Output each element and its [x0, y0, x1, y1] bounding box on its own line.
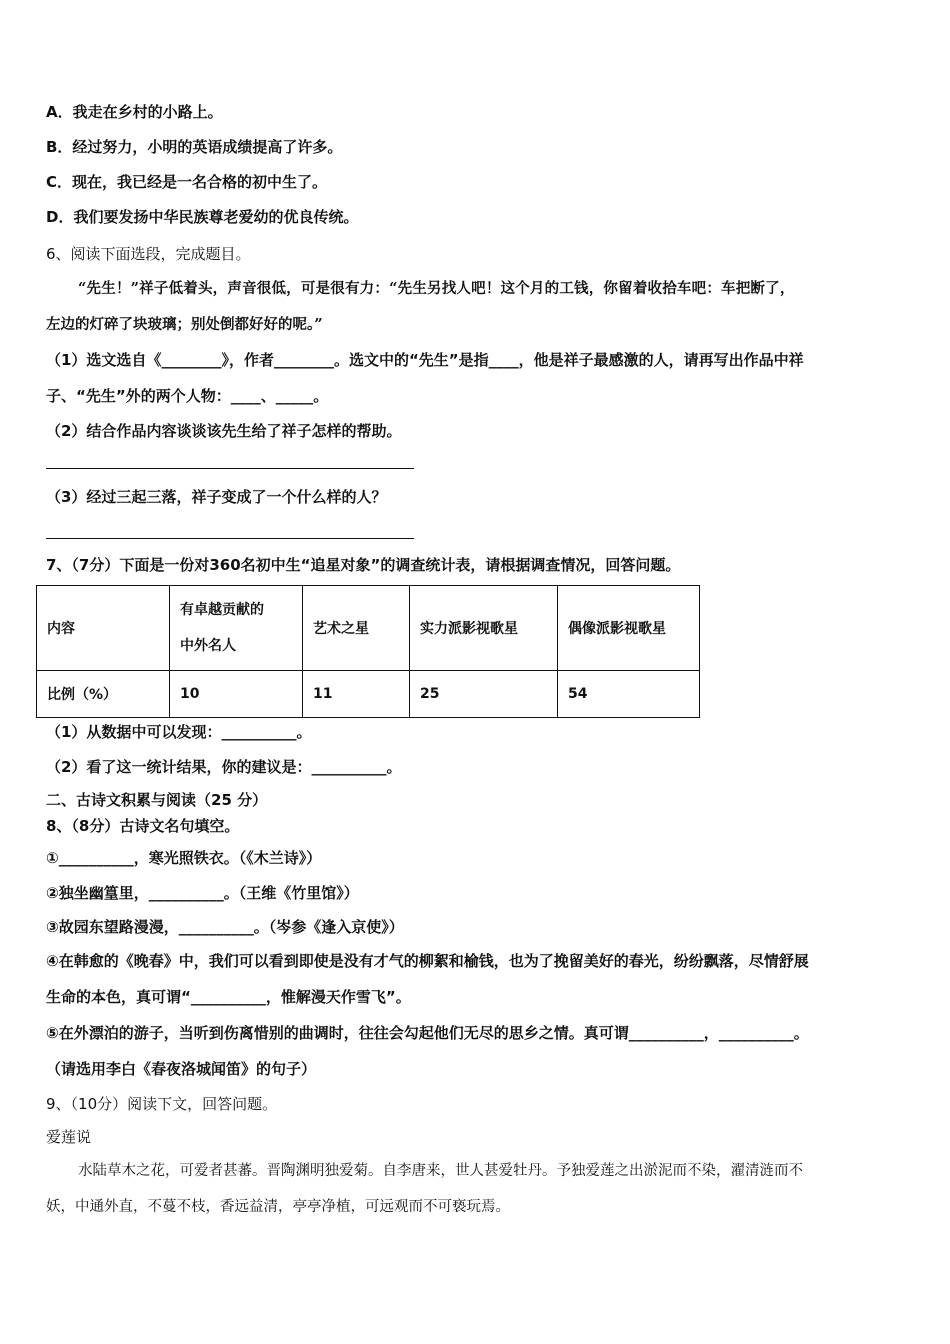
table-cell: 54: [558, 671, 700, 718]
option-b: B．经过努力，小明的英语成绩提高了许多。: [46, 138, 343, 156]
option-c: C．现在，我已经是一名合格的初中生了。: [46, 173, 328, 191]
option-a: A．我走在乡村的小路上。: [46, 103, 223, 121]
table-header-cell-line: 中外名人: [180, 638, 236, 654]
question-8-title: 8、（8分）古诗文名句填空。: [46, 817, 240, 835]
table-header-cell-line: 有卓越贡献的: [180, 602, 264, 618]
question-8-item-5-line-2: （请选用李白《春夜洛城闻笛》的句子）: [46, 1060, 317, 1078]
question-6-passage-line-2: 左边的灯碎了块玻璃；别处倒都好好的呢。”: [46, 316, 323, 333]
question-6-sub-3: （3）经过三起三落，祥子变成了一个什么样的人？: [46, 488, 387, 506]
answer-line-2: [46, 538, 414, 539]
question-8-item-2: ②独坐幽篁里，__________。（王维《竹里馆》）: [46, 884, 359, 902]
question-6-passage-line-1: “先生！”祥子低着头，声音很低，可是很有力：“先生另找人吧！这个月的工钱，你留着收拾车吧：车把断了，: [78, 280, 795, 297]
table-header-cell: [170, 586, 303, 671]
table-cell: 10: [170, 671, 303, 718]
table-header-cell: 偶像派影视歌星: [558, 586, 700, 671]
table-header-row: [37, 586, 700, 671]
question-8-item-4-line-2: 生命的本色，真可谓“__________，惟解漫天作雪飞”。: [46, 988, 411, 1006]
question-7-sub-2: （2）看了这一统计结果，你的建议是：__________。: [46, 758, 402, 776]
table-row-label: 比例（%）: [37, 671, 170, 718]
question-8-item-4-line-1: ④在韩愈的《晚春》中，我们可以看到即使是没有才气的柳絮和榆钱，也为了挽留美好的春光，纷纷飘落，尽情舒展: [46, 952, 809, 970]
table-header-cell: 艺术之星: [303, 586, 410, 671]
question-6-sub-2: （2）结合作品内容谈谈该先生给了祥子怎样的帮助。: [46, 422, 402, 440]
question-8-item-5-line-1: ⑤在外漂泊的游子，当听到伤离惜别的曲调时，往往会勾起他们无尽的思乡之情。真可谓__________，__________。: [46, 1024, 809, 1042]
table-cell: 25: [410, 671, 558, 718]
table-row: [37, 671, 700, 718]
question-6-sub-1-line-1: （1）选文选自《________》，作者________。选文中的“先生”是指____，他是祥子最感激的人，请再写出作品中祥: [46, 351, 804, 369]
survey-table: [36, 585, 700, 718]
table-header-cell: 内容: [37, 586, 170, 671]
question-8-item-1: ①__________，寒光照铁衣。（《木兰诗》）: [46, 849, 322, 867]
essay-line-1: 水陆草木之花，可爱者甚蕃。晋陶渊明独爱菊。自李唐来，世人甚爱牡丹。予独爱莲之出淤泥而不染，濯清涟而不: [78, 1163, 803, 1179]
essay-title: 爱莲说: [46, 1128, 92, 1146]
table-header-cell: 实力派影视歌星: [410, 586, 558, 671]
option-d: D．我们要发扬中华民族尊老爱幼的优良传统。: [46, 208, 359, 226]
question-8-item-3: ③故园东望路漫漫，__________。（岑参《逢入京使》）: [46, 918, 404, 936]
essay-line-2: 妖，中通外直，不蔓不枝，香远益清，亭亭净植，可远观而不可亵玩焉。: [46, 1199, 510, 1215]
question-6-title: 6、阅读下面选段，完成题目。: [46, 245, 251, 263]
question-7-title: 7、（7分）下面是一份对360名初中生“追星对象”的调查统计表，请根据调查情况，回答问题。: [46, 556, 681, 574]
question-7-sub-1: （1）从数据中可以发现：__________。: [46, 723, 312, 741]
table-cell: 11: [303, 671, 410, 718]
answer-line-1: [46, 468, 414, 469]
question-9-title: 9、（10分）阅读下文，回答问题。: [46, 1095, 278, 1113]
section-2-heading: 二、古诗文积累与阅读（25 分）: [46, 791, 268, 809]
question-6-sub-1-line-2: 子、“先生”外的两个人物：____、_____。: [46, 387, 329, 405]
